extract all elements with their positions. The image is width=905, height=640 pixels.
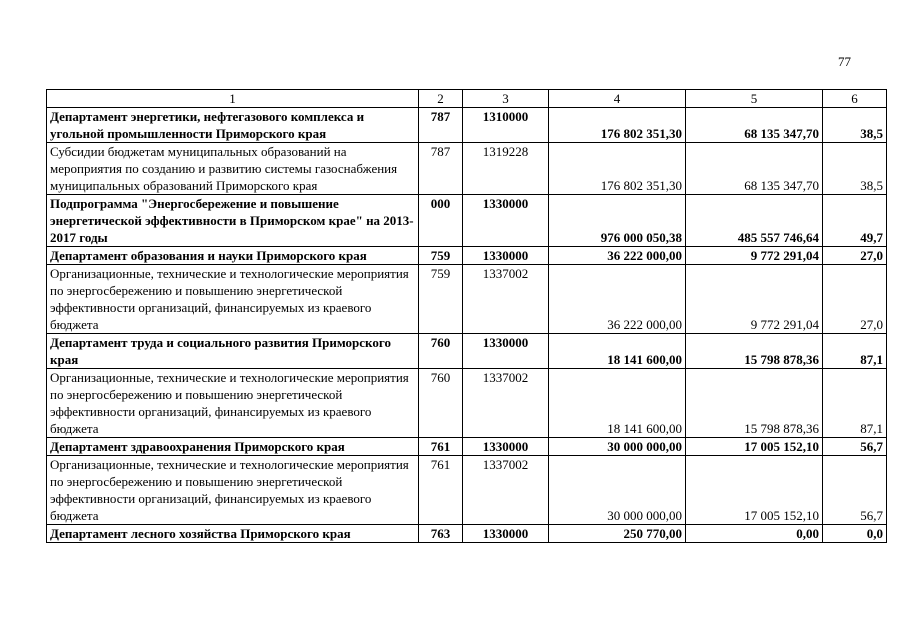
row-col3-cell: 1330000 bbox=[463, 334, 549, 369]
table-row bbox=[47, 525, 887, 543]
row-col3-cell: 1337002 bbox=[463, 456, 549, 525]
table-row bbox=[47, 369, 887, 438]
row-name-cell: Департамент труда и социального развития Приморского края bbox=[47, 334, 419, 369]
table-row bbox=[47, 108, 887, 143]
row-name-cell: Подпрограмма "Энергосбережение и повышение энергетической эффективности в Приморском крае" на 2013-2017 годы bbox=[47, 195, 419, 247]
row-col5-cell: 485 557 746,64 bbox=[686, 195, 823, 247]
row-col5-cell: 9 772 291,04 bbox=[686, 247, 823, 265]
row-col3-cell: 1337002 bbox=[463, 265, 549, 334]
table-row bbox=[47, 143, 887, 195]
header-col-3: 3 bbox=[463, 90, 549, 108]
header-col-6: 6 bbox=[823, 90, 887, 108]
row-name-cell: Субсидии бюджетам муниципальных образований на мероприятия по созданию и развитию системы газоснабжения муниципальных образований Приморского края bbox=[47, 143, 419, 195]
table-row bbox=[47, 265, 887, 334]
row-col3-cell: 1330000 bbox=[463, 438, 549, 456]
row-col6-cell: 27,0 bbox=[823, 265, 887, 334]
row-name-cell: Организационные, технические и технологические мероприятия по энергосбережению и повышению энергетической эффективности организаций, финансируемых из краевого бюджета bbox=[47, 265, 419, 334]
row-name-cell: Организационные, технические и технологические мероприятия по энергосбережению и повышению энергетической эффективности организаций, финансируемых из краевого бюджета bbox=[47, 369, 419, 438]
row-col6-cell: 38,5 bbox=[823, 108, 887, 143]
row-name-cell: Департамент энергетики, нефтегазового комплекса и угольной промышленности Приморского края bbox=[47, 108, 419, 143]
header-col-2: 2 bbox=[419, 90, 463, 108]
row-name-cell: Департамент лесного хозяйства Приморского края bbox=[47, 525, 419, 543]
row-name-cell: Организационные, технические и технологические мероприятия по энергосбережению и повышению энергетической эффективности организаций, финансируемых из краевого бюджета bbox=[47, 456, 419, 525]
row-col4-cell: 976 000 050,38 bbox=[549, 195, 686, 247]
row-col6-cell: 49,7 bbox=[823, 195, 887, 247]
row-col2-cell: 763 bbox=[419, 525, 463, 543]
table-row bbox=[47, 456, 887, 525]
row-col2-cell: 760 bbox=[419, 369, 463, 438]
table-row bbox=[47, 438, 887, 456]
table-row bbox=[47, 247, 887, 265]
row-col3-cell: 1330000 bbox=[463, 247, 549, 265]
row-col4-cell: 30 000 000,00 bbox=[549, 456, 686, 525]
row-col4-cell: 18 141 600,00 bbox=[549, 334, 686, 369]
row-col4-cell: 36 222 000,00 bbox=[549, 265, 686, 334]
header-col-4: 4 bbox=[549, 90, 686, 108]
row-col2-cell: 787 bbox=[419, 108, 463, 143]
row-col2-cell: 759 bbox=[419, 247, 463, 265]
header-col-5: 5 bbox=[686, 90, 823, 108]
row-col3-cell: 1330000 bbox=[463, 195, 549, 247]
row-col6-cell: 38,5 bbox=[823, 143, 887, 195]
row-col5-cell: 68 135 347,70 bbox=[686, 143, 823, 195]
row-col2-cell: 000 bbox=[419, 195, 463, 247]
row-col5-cell: 68 135 347,70 bbox=[686, 108, 823, 143]
header-row bbox=[47, 90, 887, 108]
row-col2-cell: 760 bbox=[419, 334, 463, 369]
row-col4-cell: 176 802 351,30 bbox=[549, 108, 686, 143]
row-col5-cell: 17 005 152,10 bbox=[686, 456, 823, 525]
row-col2-cell: 761 bbox=[419, 438, 463, 456]
row-name-cell: Департамент здравоохранения Приморского края bbox=[47, 438, 419, 456]
row-col4-cell: 30 000 000,00 bbox=[549, 438, 686, 456]
table-row bbox=[47, 334, 887, 369]
budget-table bbox=[46, 89, 887, 543]
row-col5-cell: 17 005 152,10 bbox=[686, 438, 823, 456]
row-col6-cell: 56,7 bbox=[823, 456, 887, 525]
row-col5-cell: 0,00 bbox=[686, 525, 823, 543]
row-col5-cell: 15 798 878,36 bbox=[686, 369, 823, 438]
row-col4-cell: 18 141 600,00 bbox=[549, 369, 686, 438]
header-col-1: 1 bbox=[47, 90, 419, 108]
row-col4-cell: 250 770,00 bbox=[549, 525, 686, 543]
row-col6-cell: 0,0 bbox=[823, 525, 887, 543]
row-col3-cell: 1319228 bbox=[463, 143, 549, 195]
row-col4-cell: 36 222 000,00 bbox=[549, 247, 686, 265]
row-col6-cell: 27,0 bbox=[823, 247, 887, 265]
row-name-cell: Департамент образования и науки Приморского края bbox=[47, 247, 419, 265]
row-col6-cell: 87,1 bbox=[823, 334, 887, 369]
row-col3-cell: 1337002 bbox=[463, 369, 549, 438]
row-col6-cell: 87,1 bbox=[823, 369, 887, 438]
row-col5-cell: 9 772 291,04 bbox=[686, 265, 823, 334]
row-col5-cell: 15 798 878,36 bbox=[686, 334, 823, 369]
table-row bbox=[47, 195, 887, 247]
row-col4-cell: 176 802 351,30 bbox=[549, 143, 686, 195]
row-col2-cell: 761 bbox=[419, 456, 463, 525]
row-col3-cell: 1330000 bbox=[463, 525, 549, 543]
page-number: 77 bbox=[838, 54, 851, 69]
row-col2-cell: 787 bbox=[419, 143, 463, 195]
row-col2-cell: 759 bbox=[419, 265, 463, 334]
row-col3-cell: 1310000 bbox=[463, 108, 549, 143]
row-col6-cell: 56,7 bbox=[823, 438, 887, 456]
